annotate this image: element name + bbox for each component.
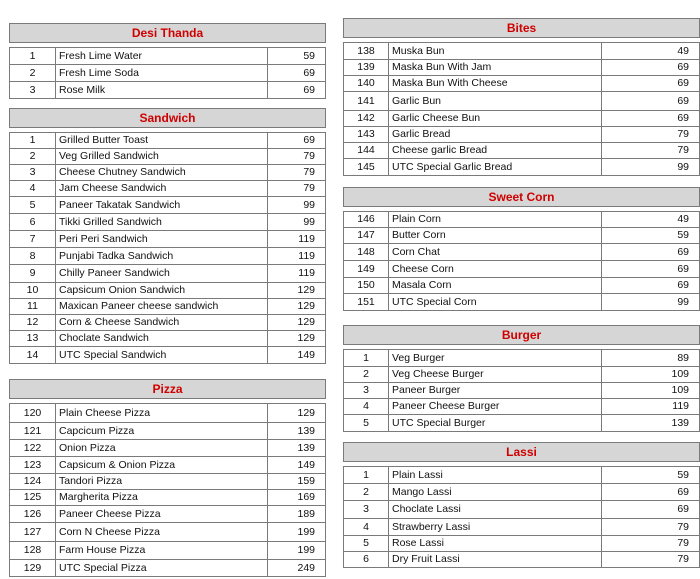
item-price: 129 bbox=[268, 404, 326, 423]
item-name: Strawberry Lassi bbox=[389, 519, 602, 536]
menu-row bbox=[344, 76, 700, 92]
item-price: 249 bbox=[268, 560, 326, 577]
menu-row bbox=[344, 294, 700, 311]
menu-row bbox=[10, 331, 326, 347]
item-number: 146 bbox=[344, 212, 389, 228]
menu-row bbox=[10, 457, 326, 474]
menu-row bbox=[10, 197, 326, 214]
item-price: 49 bbox=[602, 43, 700, 60]
item-price: 139 bbox=[268, 423, 326, 440]
item-name: Veg Cheese Burger bbox=[389, 367, 602, 383]
menu-row bbox=[344, 367, 700, 383]
item-price: 159 bbox=[268, 474, 326, 490]
menu-row bbox=[344, 536, 700, 552]
item-name: Fresh Lime Soda bbox=[56, 65, 268, 82]
item-name: Chilly Paneer Sandwich bbox=[56, 265, 268, 283]
menu-row bbox=[10, 423, 326, 440]
item-number: 1 bbox=[10, 133, 56, 149]
menu-row bbox=[344, 244, 700, 261]
menu-row bbox=[344, 43, 700, 60]
item-number: 1 bbox=[10, 48, 56, 65]
item-name: Garlic Bun bbox=[389, 92, 602, 111]
item-name: UTC Special Pizza bbox=[56, 560, 268, 577]
item-number: 127 bbox=[10, 523, 56, 542]
item-price: 99 bbox=[268, 197, 326, 214]
section-title: Desi Thanda bbox=[10, 24, 326, 43]
section-title: Bites bbox=[344, 19, 700, 38]
item-name: Paneer Burger bbox=[389, 383, 602, 399]
item-number: 10 bbox=[10, 283, 56, 299]
menu-row bbox=[10, 65, 326, 82]
menu-row bbox=[344, 228, 700, 244]
menu-row bbox=[344, 383, 700, 399]
menu-row bbox=[10, 523, 326, 542]
item-number: 151 bbox=[344, 294, 389, 311]
item-price: 79 bbox=[268, 149, 326, 165]
item-name: Capsicum Onion Sandwich bbox=[56, 283, 268, 299]
menu-row bbox=[344, 552, 700, 568]
item-price: 99 bbox=[602, 159, 700, 176]
item-price: 69 bbox=[268, 82, 326, 99]
item-price: 79 bbox=[602, 127, 700, 143]
item-price: 69 bbox=[602, 111, 700, 127]
item-price: 59 bbox=[602, 467, 700, 484]
item-name: Capcicum Pizza bbox=[56, 423, 268, 440]
item-price: 149 bbox=[268, 457, 326, 474]
menu-row bbox=[10, 283, 326, 299]
item-price: 69 bbox=[268, 65, 326, 82]
item-name: UTC Special Corn bbox=[389, 294, 602, 311]
item-number: 145 bbox=[344, 159, 389, 176]
section-title: Pizza bbox=[10, 380, 326, 399]
section-title: Sweet Corn bbox=[344, 188, 700, 207]
item-name: Garlic Bread bbox=[389, 127, 602, 143]
item-price: 119 bbox=[268, 265, 326, 283]
menu-row bbox=[10, 299, 326, 315]
item-number: 8 bbox=[10, 248, 56, 265]
item-price: 79 bbox=[602, 552, 700, 568]
item-number: 4 bbox=[10, 181, 56, 197]
item-name: UTC Special Sandwich bbox=[56, 347, 268, 364]
menu-row bbox=[10, 48, 326, 65]
item-price: 59 bbox=[602, 228, 700, 244]
menu-section-sandwich bbox=[9, 108, 326, 364]
item-name: Paneer Cheese Burger bbox=[389, 399, 602, 415]
menu-row bbox=[10, 560, 326, 577]
menu-row bbox=[344, 127, 700, 143]
menu-section-lassi bbox=[343, 442, 700, 568]
item-number: 11 bbox=[10, 299, 56, 315]
item-number: 7 bbox=[10, 231, 56, 248]
item-price: 79 bbox=[602, 536, 700, 552]
item-name: Paneer Takatak Sandwich bbox=[56, 197, 268, 214]
item-number: 3 bbox=[344, 501, 389, 519]
menu-row bbox=[10, 248, 326, 265]
item-number: 1 bbox=[344, 350, 389, 367]
item-number: 4 bbox=[344, 399, 389, 415]
menu-section-burger bbox=[343, 325, 700, 432]
menu-row bbox=[10, 214, 326, 231]
item-name: Plain Cheese Pizza bbox=[56, 404, 268, 423]
item-price: 109 bbox=[602, 383, 700, 399]
menu-row bbox=[10, 165, 326, 181]
menu-row bbox=[344, 92, 700, 111]
menu-row bbox=[344, 484, 700, 501]
item-name: Masala Corn bbox=[389, 278, 602, 294]
item-name: Plain Lassi bbox=[389, 467, 602, 484]
item-name: Maska Bun With Cheese bbox=[389, 76, 602, 92]
item-number: 2 bbox=[344, 367, 389, 383]
item-price: 69 bbox=[602, 261, 700, 278]
item-price: 169 bbox=[268, 490, 326, 506]
item-price: 139 bbox=[602, 415, 700, 432]
menu-row bbox=[10, 490, 326, 506]
menu-row bbox=[344, 111, 700, 127]
menu-row bbox=[344, 143, 700, 159]
item-price: 69 bbox=[602, 501, 700, 519]
item-name: Choclate Lassi bbox=[389, 501, 602, 519]
item-name: Veg Burger bbox=[389, 350, 602, 367]
item-price: 199 bbox=[268, 523, 326, 542]
item-number: 2 bbox=[10, 65, 56, 82]
item-number: 138 bbox=[344, 43, 389, 60]
item-number: 121 bbox=[10, 423, 56, 440]
item-price: 129 bbox=[268, 331, 326, 347]
item-number: 125 bbox=[10, 490, 56, 506]
item-price: 69 bbox=[268, 133, 326, 149]
menu-section-pizza bbox=[9, 379, 326, 577]
item-name: Punjabi Tadka Sandwich bbox=[56, 248, 268, 265]
menu-row bbox=[344, 519, 700, 536]
item-price: 189 bbox=[268, 506, 326, 523]
item-name: Garlic Cheese Bun bbox=[389, 111, 602, 127]
section-title: Lassi bbox=[344, 443, 700, 462]
item-name: Mango Lassi bbox=[389, 484, 602, 501]
item-name: Margherita Pizza bbox=[56, 490, 268, 506]
item-price: 199 bbox=[268, 542, 326, 560]
item-name: Grilled Butter Toast bbox=[56, 133, 268, 149]
item-number: 120 bbox=[10, 404, 56, 423]
item-price: 69 bbox=[602, 76, 700, 92]
item-name: Maxican Paneer cheese sandwich bbox=[56, 299, 268, 315]
item-price: 69 bbox=[602, 60, 700, 76]
menu-section-bites bbox=[343, 18, 700, 176]
item-number: 5 bbox=[10, 197, 56, 214]
item-name: Veg Grilled Sandwich bbox=[56, 149, 268, 165]
item-name: Butter Corn bbox=[389, 228, 602, 244]
item-name: Plain Corn bbox=[389, 212, 602, 228]
item-price: 79 bbox=[268, 181, 326, 197]
item-name: Farm House Pizza bbox=[56, 542, 268, 560]
item-number: 129 bbox=[10, 560, 56, 577]
item-price: 119 bbox=[602, 399, 700, 415]
menu-section-corn bbox=[343, 187, 700, 311]
item-name: Cheese Chutney Sandwich bbox=[56, 165, 268, 181]
item-price: 79 bbox=[268, 165, 326, 181]
item-price: 79 bbox=[602, 519, 700, 536]
menu-row bbox=[344, 501, 700, 519]
menu-row bbox=[344, 415, 700, 432]
item-number: 9 bbox=[10, 265, 56, 283]
item-name: Paneer Cheese Pizza bbox=[56, 506, 268, 523]
item-price: 49 bbox=[602, 212, 700, 228]
item-price: 109 bbox=[602, 367, 700, 383]
menu-row bbox=[10, 542, 326, 560]
menu-row bbox=[344, 212, 700, 228]
menu-row bbox=[10, 440, 326, 457]
menu-row bbox=[10, 474, 326, 490]
item-name: Tandori Pizza bbox=[56, 474, 268, 490]
item-name: Maska Bun With Jam bbox=[389, 60, 602, 76]
item-name: Fresh Lime Water bbox=[56, 48, 268, 65]
section-title: Burger bbox=[344, 326, 700, 345]
item-number: 143 bbox=[344, 127, 389, 143]
item-price: 69 bbox=[602, 484, 700, 501]
menu-row bbox=[10, 506, 326, 523]
item-price: 69 bbox=[602, 278, 700, 294]
item-number: 6 bbox=[10, 214, 56, 231]
item-name: Rose Lassi bbox=[389, 536, 602, 552]
item-price: 79 bbox=[602, 143, 700, 159]
item-price: 69 bbox=[602, 244, 700, 261]
item-number: 1 bbox=[344, 467, 389, 484]
item-name: UTC Special Garlic Bread bbox=[389, 159, 602, 176]
item-name: UTC Special Burger bbox=[389, 415, 602, 432]
menu-row bbox=[344, 399, 700, 415]
menu-row bbox=[10, 181, 326, 197]
menu-row bbox=[344, 350, 700, 367]
menu-row bbox=[344, 467, 700, 484]
menu-row bbox=[10, 231, 326, 248]
item-number: 6 bbox=[344, 552, 389, 568]
item-number: 126 bbox=[10, 506, 56, 523]
item-name: Tikki Grilled Sandwich bbox=[56, 214, 268, 231]
menu-row bbox=[10, 82, 326, 99]
item-number: 139 bbox=[344, 60, 389, 76]
item-name: Muska Bun bbox=[389, 43, 602, 60]
item-number: 4 bbox=[344, 519, 389, 536]
item-number: 3 bbox=[10, 82, 56, 99]
item-number: 3 bbox=[344, 383, 389, 399]
menu-row bbox=[344, 60, 700, 76]
item-number: 2 bbox=[10, 149, 56, 165]
item-name: Onion Pizza bbox=[56, 440, 268, 457]
item-name: Cheese Corn bbox=[389, 261, 602, 278]
item-number: 142 bbox=[344, 111, 389, 127]
item-number: 123 bbox=[10, 457, 56, 474]
item-number: 150 bbox=[344, 278, 389, 294]
item-price: 89 bbox=[602, 350, 700, 367]
item-price: 69 bbox=[602, 92, 700, 111]
item-number: 140 bbox=[344, 76, 389, 92]
menu-row bbox=[10, 315, 326, 331]
item-number: 141 bbox=[344, 92, 389, 111]
item-price: 119 bbox=[268, 231, 326, 248]
menu-row bbox=[10, 347, 326, 364]
item-price: 129 bbox=[268, 283, 326, 299]
item-number: 124 bbox=[10, 474, 56, 490]
item-name: Jam Cheese Sandwich bbox=[56, 181, 268, 197]
item-number: 2 bbox=[344, 484, 389, 501]
item-number: 13 bbox=[10, 331, 56, 347]
menu-row bbox=[344, 159, 700, 176]
item-name: Corn Chat bbox=[389, 244, 602, 261]
menu-row bbox=[344, 278, 700, 294]
menu-row bbox=[10, 404, 326, 423]
item-number: 148 bbox=[344, 244, 389, 261]
item-name: Corn N Cheese Pizza bbox=[56, 523, 268, 542]
item-number: 3 bbox=[10, 165, 56, 181]
item-price: 59 bbox=[268, 48, 326, 65]
menu-row bbox=[344, 261, 700, 278]
item-name: Rose Milk bbox=[56, 82, 268, 99]
item-number: 147 bbox=[344, 228, 389, 244]
menu-row bbox=[10, 133, 326, 149]
item-price: 129 bbox=[268, 299, 326, 315]
item-number: 122 bbox=[10, 440, 56, 457]
item-name: Dry Fruit Lassi bbox=[389, 552, 602, 568]
menu-row bbox=[10, 265, 326, 283]
menu-section-desi bbox=[9, 23, 326, 99]
item-name: Choclate Sandwich bbox=[56, 331, 268, 347]
item-name: Peri Peri Sandwich bbox=[56, 231, 268, 248]
section-title: Sandwich bbox=[10, 109, 326, 128]
item-price: 99 bbox=[268, 214, 326, 231]
item-price: 119 bbox=[268, 248, 326, 265]
menu-row bbox=[10, 149, 326, 165]
item-number: 149 bbox=[344, 261, 389, 278]
item-price: 99 bbox=[602, 294, 700, 311]
item-number: 5 bbox=[344, 536, 389, 552]
item-name: Corn & Cheese Sandwich bbox=[56, 315, 268, 331]
item-number: 144 bbox=[344, 143, 389, 159]
item-number: 14 bbox=[10, 347, 56, 364]
item-name: Cheese garlic Bread bbox=[389, 143, 602, 159]
item-number: 12 bbox=[10, 315, 56, 331]
item-price: 149 bbox=[268, 347, 326, 364]
item-number: 5 bbox=[344, 415, 389, 432]
item-name: Capsicum & Onion Pizza bbox=[56, 457, 268, 474]
item-price: 129 bbox=[268, 315, 326, 331]
item-number: 128 bbox=[10, 542, 56, 560]
item-price: 139 bbox=[268, 440, 326, 457]
